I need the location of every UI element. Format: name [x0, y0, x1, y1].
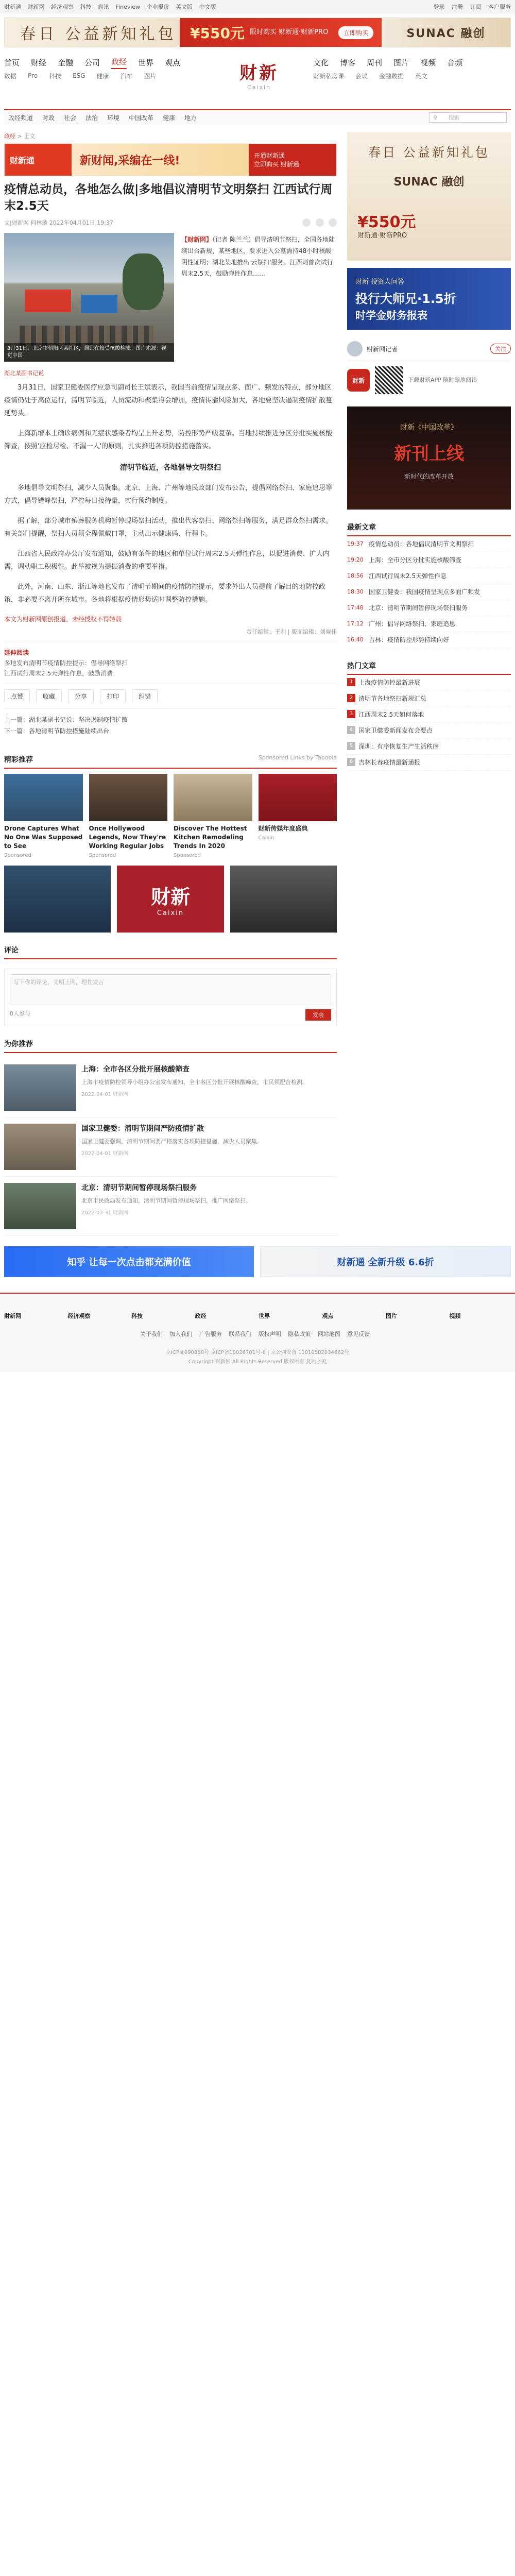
subnav-item[interactable]: 社会 [64, 114, 77, 122]
rec-thumb [4, 1064, 76, 1111]
nav-item[interactable]: 音频 [447, 58, 463, 67]
subnav-item[interactable]: 中国改革 [129, 114, 154, 122]
hot-list [347, 675, 511, 771]
next-article-link[interactable]: 下一篇：各地清明节防控措施陆续出台 [4, 727, 110, 735]
item-time: 17:12 [347, 620, 364, 627]
ad-spring-text: 春日 公益新知礼包 [5, 18, 180, 47]
card-title: Once Hollywood Legends, Now They're Working Regular Jobs [89, 825, 166, 850]
sponsored-cards [4, 774, 337, 858]
footer-col[interactable]: 经济观察 [67, 1313, 91, 1319]
sidebar-ad-magazine[interactable] [347, 406, 511, 510]
rec-list [4, 1058, 337, 1236]
sponsored-card[interactable] [174, 774, 252, 858]
nav-item[interactable]: 世界 [138, 58, 154, 67]
sponsored-label: Sponsored Links by Taboola [258, 754, 337, 761]
copyright-note: 本文为财新网原创报道，未经授权不得转载 [4, 616, 122, 623]
card-image [259, 774, 337, 821]
qr-code-icon [375, 366, 403, 394]
editor-line: 责任编辑：王利 | 版面编辑：刘晓佳 [246, 629, 337, 635]
sidebar [347, 125, 511, 1236]
item-time: 16:40 [347, 636, 364, 643]
like-button[interactable]: 点赞 [4, 689, 30, 703]
paragraph: 此外，河南、山东、浙江等地也发布了清明节期间的疫情防控提示，要求外出人员提前了解目的地防控政策，非必要不离开所在城市。各地将根据疫情形势适时调整防控措施。 [4, 583, 326, 604]
latest-item[interactable] [347, 552, 511, 568]
latest-item[interactable] [347, 632, 511, 648]
nav-item[interactable]: 健康 [96, 72, 109, 80]
favorite-button[interactable]: 收藏 [36, 689, 62, 703]
subscribe-link[interactable]: 订阅 [470, 3, 482, 10]
qq-icon[interactable] [329, 218, 337, 227]
card-image [89, 774, 168, 821]
ad-right [249, 144, 336, 176]
rec-item[interactable] [4, 1177, 337, 1236]
ad-pro: 财新通·财新PRO [357, 232, 407, 240]
utility-links-left [4, 3, 221, 11]
article-tag[interactable]: 湖北某副书记说 [4, 370, 44, 377]
footer-link[interactable]: 隐私政策 [288, 1331, 311, 1337]
section-heading: 清明节临近，各地倡导文明祭扫 [120, 464, 221, 472]
promo-logo-cn: 财新 [150, 885, 190, 908]
nav-item[interactable]: 图片 [393, 58, 409, 67]
readmore-label: 延伸阅读 [4, 649, 29, 656]
search-icon: ⚲ [433, 114, 439, 121]
recommend-header [4, 751, 337, 769]
nav-item[interactable]: 首页 [4, 58, 20, 67]
ad-right-a: 开通财新通 [254, 152, 285, 159]
latest-item[interactable] [347, 600, 511, 616]
utility-link[interactable]: 科技 [80, 3, 92, 10]
item-text: 吉林长春疫情最新通报 [358, 759, 421, 766]
footer-col[interactable]: 世界 [259, 1313, 270, 1319]
rec-meta: 2022-03-31 财新网 [81, 1210, 129, 1216]
article-column [4, 125, 347, 1236]
ad-left-title: 财新通 [10, 155, 35, 165]
footer-link[interactable]: 广告服务 [199, 1331, 222, 1337]
register-link[interactable]: 注册 [452, 3, 463, 10]
logo-en: Caixin [247, 84, 271, 91]
nav-item[interactable]: 文化 [313, 58, 329, 67]
channel-subnav [4, 109, 511, 125]
footer-link[interactable]: 版权声明 [258, 1331, 281, 1337]
site-logo[interactable] [215, 59, 303, 91]
nav-item[interactable]: 金融数据 [379, 72, 404, 80]
ad-left [5, 144, 72, 176]
rec-title: 上海：全市各区分批开展核酸筛查 [81, 1065, 190, 1074]
ad-text: 春日 公益新知礼包 [368, 145, 490, 160]
nav-item[interactable]: 科技 [49, 72, 62, 80]
promo-image[interactable] [230, 866, 337, 933]
promo-logo-en: Caixin [157, 909, 184, 917]
latest-item[interactable] [347, 568, 511, 584]
nav-item[interactable]: 英文 [415, 72, 428, 80]
article-top-ad[interactable] [4, 143, 337, 176]
icp-line: 京ICP证090880号 京ICP备10026701号-8 | 京公网安备 11010502034662号 [165, 1350, 350, 1355]
paragraph: 据了解，部分城市殡葬服务机构暂停现场祭扫活动，推出代客祭扫、网络祭扫等服务，满足群众祭扫需求。有关部门提醒，祭扫人员须全程佩戴口罩，主动出示健康码、行程卡。 [4, 517, 333, 538]
paragraph: 江西省人民政府办公厅发布通知，鼓励有条件的地区和单位试行周末2.5天弹性作息，以促进消费、扩大内需，调动职工积极性。此举被视为提振消费的重要举措。 [4, 550, 330, 571]
nav-item[interactable]: 观点 [165, 58, 181, 67]
comment-textarea[interactable]: 写下你的评论，文明上网，理性发言 [10, 974, 331, 1005]
article-body [4, 381, 337, 606]
article-actions [4, 684, 337, 709]
copyright-line: Copyright 财新网 All Rights Reserved 版权所有 复制必究 [188, 1359, 327, 1365]
ad-headline: 投行大师兄·1.5折 [355, 292, 456, 306]
footer-col[interactable]: 财新网 [4, 1313, 21, 1319]
search-placeholder: 搜索 [448, 114, 460, 121]
hot-header [347, 657, 511, 675]
nav-item-active[interactable]: 政经 [111, 56, 127, 69]
paragraph: 多地倡导文明祭扫，减少人员聚集。北京、上海、广州等地民政部门发布公告，提倡网络祭扫、家庭追思等方式，倡导错峰祭扫，严控每日接待量，实行预约制度。 [4, 484, 333, 505]
subnav-item[interactable]: 环境 [107, 114, 120, 122]
item-text: 清明节各地祭扫新规汇总 [358, 695, 427, 702]
logo-cn: 财新 [239, 63, 279, 83]
ad-logo: SUNAC 融创 [393, 176, 465, 189]
rec-thumb [4, 1183, 76, 1229]
utility-link[interactable]: 企业报价 [146, 3, 169, 10]
ad-buy-button[interactable]: 立即购买 [338, 26, 373, 39]
comment-header [4, 942, 337, 959]
nav-item[interactable]: 博客 [340, 58, 356, 67]
ad-price: ¥550元 [190, 25, 245, 42]
share-button[interactable]: 分享 [68, 689, 94, 703]
readmore-link[interactable]: 江西试行周末2.5天弹性作息，鼓励消费 [4, 670, 113, 677]
latest-header [347, 519, 511, 536]
ad-magazine-headline: 新刊上线 [394, 444, 464, 464]
footer-col[interactable]: 观点 [322, 1313, 334, 1319]
latest-item[interactable] [347, 584, 511, 600]
caixin-sub-ad[interactable]: 财新通 全新升级 6.6折 [260, 1246, 511, 1277]
ad-magazine-sub: 新时代的改革开放 [404, 473, 454, 480]
breadcrumb-sep: > [17, 133, 22, 140]
rec-title: 北京：清明节期间暂停现场祭扫服务 [81, 1184, 197, 1192]
section-title: 评论 [4, 946, 19, 955]
customer-service-link[interactable]: 客户服务 [488, 3, 511, 10]
subnav-item[interactable]: 法治 [85, 114, 98, 122]
utility-link[interactable]: 经济观察 [51, 3, 74, 10]
zhihu-ad[interactable]: 知乎 让每一次点击都充满价值 [4, 1246, 254, 1277]
search-input[interactable] [430, 112, 507, 123]
item-text: 上海：全市分区分批实施核酸筛查 [369, 556, 462, 564]
read-more [4, 642, 337, 684]
footer-col[interactable]: 科技 [131, 1313, 143, 1319]
readmore-link[interactable]: 多地发布清明节疫情防控提示：倡导网络祭扫 [4, 659, 128, 667]
footer-col[interactable]: 视频 [449, 1313, 461, 1319]
nav-item[interactable]: ESG [73, 72, 85, 79]
subnav-item[interactable]: 健康 [163, 114, 176, 122]
card-source: Caixin [258, 835, 274, 841]
article-photo [4, 233, 174, 362]
ad-pro-text: 限时购买 财新通·财新PRO [249, 28, 329, 36]
ad-right-b[interactable]: 立即购买 财新通 [254, 161, 299, 168]
caixin-promo[interactable] [117, 866, 224, 933]
hot-item[interactable]: 2 清明节各地祭扫新规汇总 [347, 691, 511, 707]
breadcrumb-channel[interactable]: 政经 [4, 133, 15, 140]
nav-right [313, 55, 474, 81]
section-title: 精彩推荐 [4, 756, 33, 764]
bottom-ads [4, 1246, 511, 1277]
page-main [4, 125, 511, 1236]
section-title: 最新文章 [347, 523, 376, 532]
login-link[interactable]: 登录 [433, 3, 445, 10]
ad-label: 财新 投资人问答 [355, 278, 405, 286]
nav-item[interactable]: 汽车 [120, 72, 133, 80]
item-text: 广州：倡导网络祭扫、家庭追思 [369, 620, 456, 628]
card-source: Sponsored [89, 853, 116, 858]
rec-desc: 国家卫健委强调，清明节期间要严格落实各项防控措施，减少人员聚集。 [81, 1138, 263, 1145]
latest-list [347, 536, 511, 648]
comment-submit-button[interactable]: 发表 [305, 1009, 331, 1021]
subnav-item[interactable]: 地方 [184, 114, 197, 122]
card-title: Discover The Hottest Kitchen Remodeling Trends In 2020 [174, 825, 247, 850]
utility-link[interactable]: 财新网 [27, 3, 45, 10]
item-time: 18:56 [347, 572, 364, 579]
rec-thumb [4, 1124, 76, 1170]
nav-item[interactable]: 金融 [58, 58, 74, 67]
article-title: 疫情总动员，各地怎么做|多地倡议清明节文明祭扫 江西试行周末2.5天 [4, 183, 333, 213]
item-text: 上海疫情防控最新进展 [358, 679, 421, 686]
hot-item[interactable]: 4 国家卫健委新闻发布会要点 [347, 723, 511, 739]
photo-caption: 3月31日，北京市朝阳区某社区，居民在接受核酸检测。图片来源：视觉中国 [4, 343, 174, 362]
card-title: Drone Captures What No One Was Supposed to See [4, 825, 83, 850]
utility-link[interactable]: 旗讯 [98, 3, 109, 10]
article-meta [4, 218, 337, 227]
item-text: 国家卫健委新闻发布会要点 [358, 727, 433, 734]
ad-magazine-title: 财新《中国改革》 [400, 423, 458, 432]
app-icon[interactable]: 财新 [347, 369, 370, 392]
breadcrumb-current: 正文 [24, 133, 36, 140]
rec-meta: 2022-04-01 财新网 [81, 1151, 129, 1157]
sponsored-card[interactable] [89, 774, 168, 858]
comment-count: 0人参与 [10, 1010, 30, 1017]
utility-link[interactable]: Fineview [115, 3, 141, 10]
footer-link[interactable]: 联系我们 [229, 1331, 252, 1337]
avatar[interactable] [347, 341, 363, 357]
utility-link[interactable]: 财新通 [4, 3, 21, 10]
item-time: 19:37 [347, 540, 364, 547]
sponsored-card[interactable] [259, 774, 337, 858]
share-bar [299, 218, 337, 227]
footer-col[interactable]: 政经 [195, 1313, 207, 1319]
site-footer [0, 1293, 515, 1372]
hot-item[interactable]: 5 深圳：有序恢复生产生活秩序 [347, 739, 511, 755]
wechat-icon[interactable] [316, 218, 324, 227]
footer-link[interactable]: 加入我们 [169, 1331, 193, 1337]
footer-link[interactable]: 网站地图 [317, 1331, 340, 1337]
ad-promo [180, 18, 382, 47]
latest-item[interactable] [347, 536, 511, 552]
comment-box [4, 969, 337, 1026]
item-text: 江西周末2.5天如何落地 [358, 711, 424, 718]
sidebar-ad-invest[interactable] [347, 268, 511, 330]
item-time: 19:20 [347, 556, 364, 563]
footer-link[interactable]: 关于我们 [140, 1331, 163, 1337]
article-byline: 文|财新网 何林璘 2022年04月01日 19:37 [4, 219, 113, 226]
nav-item[interactable]: 会议 [355, 72, 368, 80]
card-title: 财新传媒年度盛典 [258, 825, 308, 832]
promo-row [4, 866, 337, 933]
item-text: 疫情总动员：各地倡议清明节文明祭扫 [369, 540, 474, 548]
nav-item[interactable]: 公司 [84, 58, 100, 67]
latest-item[interactable] [347, 616, 511, 632]
footer-links [4, 1329, 511, 1340]
top-utility-bar [0, 0, 515, 13]
item-text: 北京：清明节期间暂停现场祭扫服务 [369, 604, 468, 612]
paragraph: 上海新增本土确诊病例和无症状感染者均呈上升态势，防控形势严峻复杂。当地持续推进分区分批实施核酸筛查，按照'应检尽检、不漏一人'的原则，扎实推进各项防控措施落实。 [4, 430, 333, 450]
subnav-item[interactable]: 政经频道 [8, 114, 33, 122]
rec-title: 国家卫健委：清明节期间严防疫情扩散 [81, 1125, 204, 1133]
rec-desc: 北京市民政局发布通知，清明节期间暂停现场祭扫，推广网络祭扫。 [81, 1197, 251, 1204]
item-text: 深圳：有序恢复生产生活秩序 [358, 743, 439, 750]
item-time: 18:30 [347, 588, 364, 595]
card-image [174, 774, 252, 821]
weibo-icon[interactable] [302, 218, 311, 227]
item-text: 江西试行周末2.5天弹性作息 [369, 572, 447, 580]
section-title: 为你推荐 [4, 1040, 33, 1048]
hot-item[interactable]: 1 上海疫情防控最新进展 [347, 675, 511, 691]
item-time: 17:48 [347, 604, 364, 611]
prev-next [4, 709, 337, 742]
ad-sunac-logo: SUNAC 融创 [382, 18, 510, 47]
rec-meta: 2022-04-01 财新网 [81, 1092, 129, 1097]
rec-header [4, 1036, 337, 1053]
hot-item[interactable]: 3 江西周末2.5天如何落地 [347, 707, 511, 723]
footer-col[interactable]: 图片 [386, 1313, 397, 1319]
nav-item[interactable]: 视频 [420, 58, 436, 67]
section-title: 热门文章 [347, 662, 376, 670]
utility-link[interactable]: 中文版 [199, 3, 216, 10]
nav-item[interactable]: 周刊 [367, 58, 383, 67]
breadcrumb [4, 125, 337, 143]
utility-link[interactable]: 英文版 [176, 3, 193, 10]
card-image [4, 774, 83, 821]
ad-subline: 时学金财务报表 [355, 309, 427, 321]
nav-item[interactable]: 财经 [31, 58, 47, 67]
nav-item[interactable]: Pro [28, 72, 38, 79]
rec-item[interactable] [4, 1117, 337, 1177]
follow-button[interactable]: 关注 [490, 344, 511, 354]
footer-link[interactable]: 意见反馈 [347, 1331, 370, 1337]
ad-price: ¥550元 [357, 213, 416, 231]
main-header [0, 47, 515, 109]
app-download [347, 361, 511, 399]
rec-item[interactable] [4, 1058, 337, 1117]
item-text: 国家卫健委：我国疫情呈现点多面广频发 [369, 588, 480, 596]
promo-image[interactable] [4, 866, 111, 933]
article-summary [181, 233, 337, 362]
subnav-item[interactable]: 时政 [42, 114, 55, 122]
ad-mid-text: 新财闻,采编在一线! [72, 144, 249, 176]
rec-desc: 上海市疫情防控领导小组办公室发布通知，全市各区分批开展核酸筛查，市民须配合检测。 [81, 1079, 308, 1086]
item-text: 吉林：疫情防控形势持续向好 [369, 636, 450, 643]
nav-item[interactable]: 数据 [4, 72, 17, 80]
nav-item[interactable]: 财新私房课 [313, 72, 345, 80]
paragraph: 3月31日，国家卫健委医疗应急司副司长王斌表示，我国当前疫情呈现点多、面广、频发的特点，部分地区疫情仍处于高位运行，清明节临近，人员流动和聚集将会增加，疫情传播风险加大，各地要坚决遏制疫情扩散蔓延势头。 [4, 384, 333, 417]
sidebar-ad-spring[interactable] [347, 132, 511, 261]
author-box [347, 337, 511, 361]
summary-label: 【财新网】 [181, 236, 213, 243]
app-text: 下载财新APP 随时随地阅读 [408, 377, 477, 383]
top-banner-ad[interactable] [4, 18, 511, 47]
nav-item[interactable]: 图片 [144, 72, 157, 80]
report-button[interactable]: 纠错 [132, 689, 158, 703]
author-name[interactable]: 财新网记者 [367, 345, 398, 353]
prev-article-link[interactable]: 上一篇：湖北某副书记说：坚决遏制疫情扩散 [4, 716, 128, 723]
card-source: Sponsored [4, 853, 31, 858]
footer-nav [4, 1311, 511, 1321]
article-hero [4, 233, 337, 362]
sponsored-card[interactable] [4, 774, 83, 858]
hot-item[interactable]: 6 吉林长春疫情最新通报 [347, 755, 511, 771]
account-links [428, 3, 511, 11]
print-button[interactable]: 打印 [100, 689, 126, 703]
summary-text: （记者 陈兰兰）倡导清明节祭扫，全国各地陆续出台新规，某些地区，要求进入公墓需持48小时核酸阴性证明；湖北某地推出'云祭扫'服务。江西则首次试行周末2.5天，鼓励弹性作息…… [181, 236, 335, 277]
copyright [4, 1348, 511, 1367]
card-source: Sponsored [174, 853, 201, 858]
